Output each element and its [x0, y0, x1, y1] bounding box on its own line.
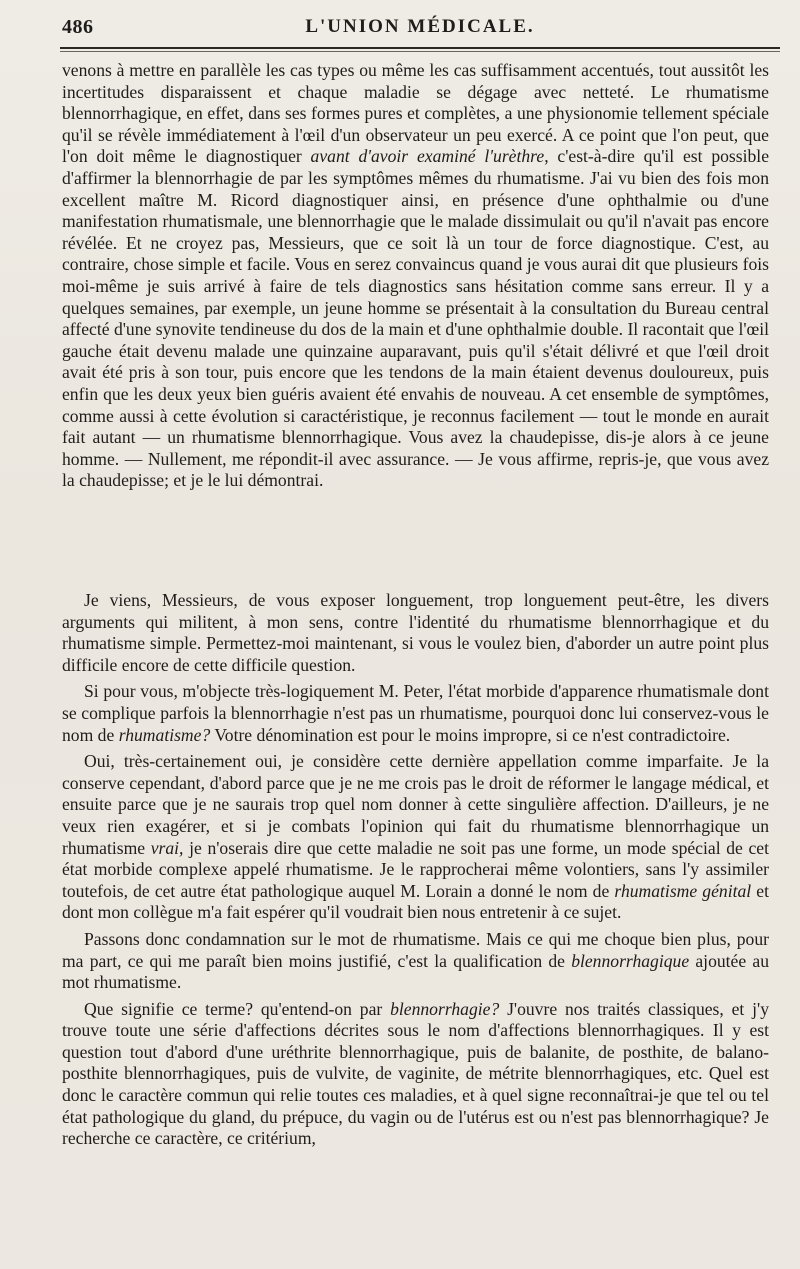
page-number: 486 — [62, 16, 94, 38]
running-title: L'UNION MÉDICALE. — [305, 16, 535, 37]
paragraph — [62, 60, 769, 492]
paragraph — [62, 681, 769, 746]
paragraph-text: ajoutée au mot rhumatisme. — [62, 950, 770, 993]
paragraph — [62, 590, 769, 676]
paragraph-text: Si pour vous, m'objecte très-logiquement M. Peter, l'état morbide d'apparence rhumatismale dont se complique parfois la blennorrhagie n'est pas un rhumatisme, pourquoi donc lui conservez-vous le nom de — [62, 681, 769, 745]
page-header — [0, 0, 800, 45]
paragraph-text: Oui, très-certainement oui, je considère cette dernière appellation comme imparfaite. Je la conserve cependant, d'abord parce que je ne me crois pas le droit de réformer le langage médical, et ensuite parce que je ne saurais trop quel nom donner à cette singulière affection. D'ailleurs, je ne veux rien exagérer, et si je combats l'opinion qui fait du rhumatisme blennorrhagique un rhumatisme — [62, 751, 769, 858]
italic-text: vrai, — [150, 837, 184, 858]
paragraph — [62, 929, 769, 994]
paragraph-text: Passons donc condamnation sur le mot de rhumatisme. Mais ce qui me choque bien plus, pour ma part, ce qui me paraît bien moins justifié, c'est la qualification de — [62, 928, 769, 971]
italic-text: blennorrhagie? — [390, 998, 500, 1019]
paragraph-text: je n'oserais dire que cette maladie ne soit pas une forme, un mode spécial de cet état morbide complexe appelé rhumatisme. Je le rapprocherai même volontiers, sans l'y assimiler toutefois, de cet autre état pathologique auquel M. Lorain a donné le nom de — [62, 837, 769, 901]
header-rule — [60, 47, 780, 49]
italic-text: rhumatisme? — [118, 724, 211, 745]
body-text-top — [62, 60, 769, 497]
paragraph — [62, 999, 769, 1150]
paragraph-text: , c'est-à-dire qu'il est possible d'affirmer la blennorrhagie de par les symptômes mêmes du rhumatisme. J'ai vu bien des fois mon excellent maître M. Ricord diagnostiquer ainsi, en présence d'une ophthalmie ou d'une manifestation rhumatismale, une blennorrhagie que le malade dissimulait ou qu'il n'avait pas encore révélée. Et ne croyez pas, Messieurs, que ce soit là un tour de force diagnostique. C'est, au contraire, chose simple et facile. Vous en serez convaincus quand je vous aurai dit que plusieurs fois moi-même je suis arrivé à faire de tels diagnostics sans hésitation comme sans erreur. Il y a quelques semaines, par exemple, un jeune homme se présentait à la consultation du Bureau central affecté d'une synovite tendineuse du dos de la main et d'une ophthalmie double. Il racontait que l'œil gauche était devenu malade une quinzaine auparavant, puis qu'il s'était délivré et que l'œil droit avait été pris à son tour, puis encore que les tendons de la main étaient devenus douloureux, puis enfin que les deux yeux bien guéris avaient été envahis de nouveau. A cet ensemble de symptômes, comme aussi à cette évolution si caractéristique, je reconnus facilement — tout le monde en aurait fait autant — un rhumatisme blennorrhagique. Vous avez la chaudepisse, dis-je alors à ce jeune homme. — Nullement, me répondit-il avec assurance. — Je vous affirme, repris-je, que vous avez la chaudepisse; et je le lui démontrai. — [62, 146, 769, 491]
paragraph-text: Votre dénomination est pour le moins impropre, si ce n'est contradictoire. — [210, 724, 731, 745]
paragraph-text: et dont mon collègue m'a fait espérer qu'il voudrait bien nous entretenir à ce sujet. — [62, 880, 769, 923]
header-rule-thin — [60, 51, 780, 52]
italic-text: avant d'avoir examiné l'urèthre — [310, 146, 545, 167]
body-text-main — [62, 590, 769, 1155]
paragraph — [62, 751, 769, 924]
paragraph-text: Je viens, Messieurs, de vous exposer longuement, trop longuement peut-être, les divers arguments qui militent, à mon sens, contre l'identité du rhumatisme blennorrhagique et du rhumatisme simple. Permettez-moi maintenant, si vous le voulez bien, d'aborder un autre point plus difficile encore de cette difficile question. — [62, 590, 769, 675]
paragraph-text: J'ouvre nos traités classiques, et j'y trouve toute une série d'affections décrites sous le nom d'affections blennorrhagiques. Il y est question tout d'abord d'une uréthrite blennorrhagique, puis de balanite, de posthite, de balano-posthite blennorrhagiques, puis de vulvite, de vaginite, de métrite blennorrhagiques, etc. Quel est donc le caractère commun qui relie toutes ces maladies, et à quel signe reconnaîtrai-je que tel ou tel état pathologique du gland, du prépuce, du vagin ou de l'utérus est ou n'est pas blennorrhagique? Je recherche ce caractère, ce critérium, — [62, 998, 769, 1149]
italic-text: blennorrhagique — [571, 950, 690, 971]
paragraph-text: venons à mettre en parallèle les cas types ou même les cas suffisamment accentués, tout aussitôt les incertitudes disparaissent et chaque maladie se dégage avec netteté. Le rhumatisme blennorrhagique, en effet, dans ses formes pures et complètes, a une physionomie tellement spéciale qu'il se révèle immédiatement à l'œil d'un observateur un peu exercé. A ce point que l'on peut, que l'on doit même le diagnostiquer — [62, 60, 769, 167]
section-gap — [62, 560, 769, 574]
paragraph-text: Que signifie ce terme? qu'entend-on par — [84, 998, 391, 1019]
italic-text: rhumatisme génital — [614, 880, 752, 901]
